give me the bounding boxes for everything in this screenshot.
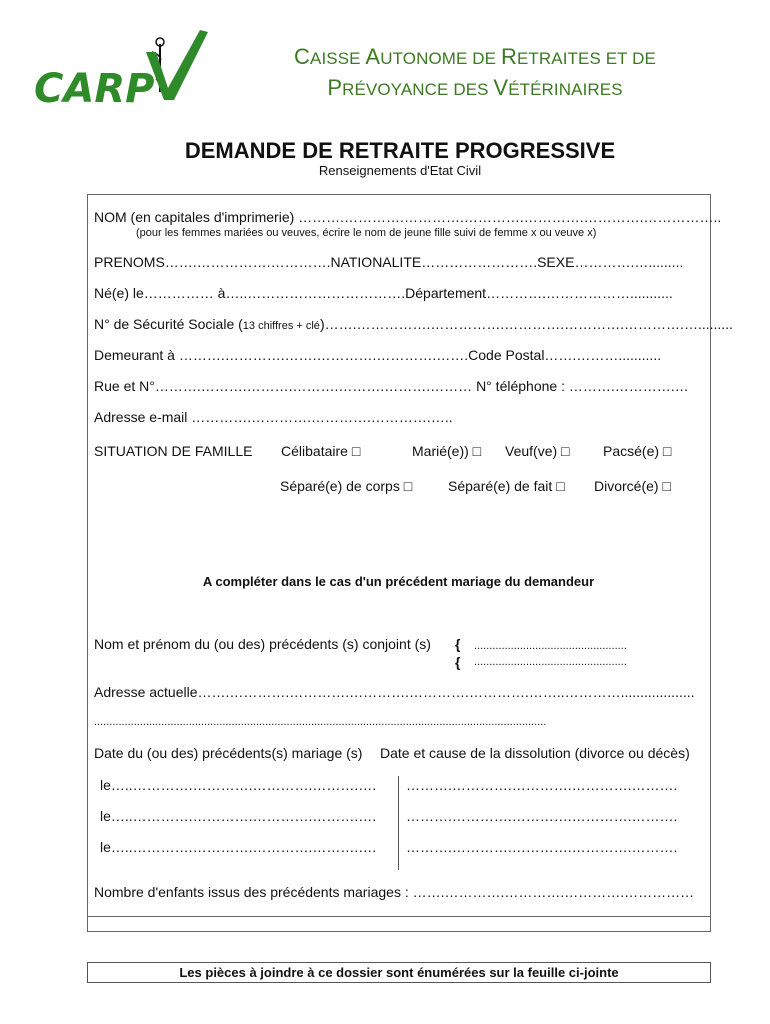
field-mariage-date-1[interactable]: le…..………….………….………….……….…. (100, 777, 377, 793)
checkbox-separe-fait[interactable]: Séparé(e) de fait □ (448, 478, 565, 494)
footer-note: Les pièces à joindre à ce dossier sont énumérées sur la feuille ci-jointe (87, 962, 711, 983)
organization-name-line1: CAISSE AUTONOME DE RETRAITES ET DE (294, 44, 656, 69)
date-cause-label: Date et cause de la dissolution (divorce ou décès) (380, 745, 690, 761)
checkbox-veuf[interactable]: Veuf(ve) □ (505, 443, 570, 459)
field-mariage-date-2[interactable]: le…..………….………….………….……….…. (100, 808, 377, 824)
carpv-logo (32, 30, 212, 110)
field-nombre-enfants[interactable]: Nombre d'enfants issus des précédents mariages : …….………….………….………….…………… (94, 884, 695, 900)
field-adresse-actuelle[interactable]: Adresse actuelle…….………….………….………….………….………….……..…………................... (94, 684, 695, 700)
field-prenoms-nationalite-sexe[interactable]: PRENOMS…….…………….………….NATIONALITE…………………….SEXE………….…......... (94, 254, 684, 270)
situation-label: SITUATION DE FAMILLE (94, 443, 253, 459)
document-subtitle: Renseignements d'Etat Civil (318, 163, 482, 178)
document-title: DEMANDE DE RETRAITE PROGRESSIVE (184, 138, 616, 163)
organization-name-line2: PRÉVOYANCE DES VÉTÉRINAIRES (327, 75, 623, 100)
field-conjoint-1[interactable]: .................................................. (474, 640, 627, 652)
field-nom[interactable]: NOM (en capitales d'imprimerie) ……….………….………….………….………….………….…………….. (94, 209, 722, 225)
form-divider (87, 916, 711, 917)
field-email[interactable]: Adresse e-mail ………….………….………….………….….. (94, 409, 453, 425)
field-mariage-date-3[interactable]: le…..………….………….………….……….…. (100, 839, 377, 855)
field-adresse-actuelle-line2[interactable]: .................................................................................................................................................... (94, 716, 547, 728)
field-dissolution-2[interactable]: ……….………….………….………….………. (406, 808, 678, 824)
brace-1: { (455, 636, 461, 652)
field-dissolution-3[interactable]: ……….………….………….………….………. (406, 839, 678, 855)
date-mariage-label: Date du (ou des) précédents(s) mariage (s) (94, 745, 363, 761)
field-conjoint-2[interactable]: .................................................. (474, 656, 627, 668)
field-dissolution-1[interactable]: ……….………….………….………….………. (406, 777, 678, 793)
brace-2: { (455, 654, 461, 670)
field-rue-telephone[interactable]: Rue et N°……….……….……….……….……….……….……… N° téléphone : ……….………….… (94, 378, 689, 394)
checkbox-divorce[interactable]: Divorcé(e) □ (594, 478, 671, 494)
field-naissance-departement[interactable]: Né(e) le…………… à…..…………………………….Département………….………………........... (94, 285, 673, 301)
logo-text: CARP (34, 66, 155, 110)
column-divider (398, 776, 399, 870)
checkbox-pacse[interactable]: Pacsé(e) □ (603, 443, 672, 459)
field-demeurant-code-postal[interactable]: Demeurant à ……….………….…….………….………….…….Code Postal…….………........... (94, 347, 662, 363)
section-title-precedent-mariage: A compléter dans le cas d'un précédent mariage du demandeur (202, 574, 595, 589)
checkbox-marie[interactable]: Marié(e)) □ (412, 443, 482, 459)
checkbox-celibataire[interactable]: Célibataire □ (281, 443, 361, 459)
field-nom-note: (pour les femmes mariées ou veuves, écrire le nom de jeune fille suivi de femme x ou veuve x) (136, 227, 597, 239)
checkbox-separe-corps[interactable]: Séparé(e) de corps □ (280, 478, 413, 494)
field-securite-sociale[interactable]: N° de Sécurité Sociale (13 chiffres + clé)…….…………….…………….………….………….………….…......... (94, 316, 733, 332)
conjoint-label: Nom et prénom du (ou des) précédents (s) conjoint (s) (94, 636, 431, 652)
